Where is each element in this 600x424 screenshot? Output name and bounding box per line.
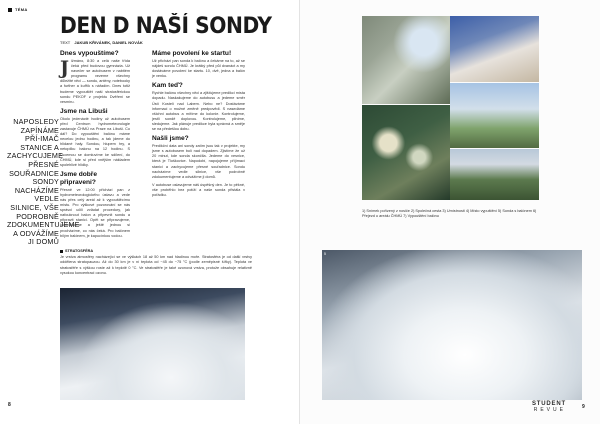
paragraph: Rychle balónu všechny věci a zjišťujeme predikci místa dopadu. Naskakujeme do autobusu a jedeme směr Ústí Kostelí nad Labem. Nebo ne? Dostáváme informaci o možné změně predpovědi. S nasedáme všichni autobus a míříme do kolonie. Kontrolujeme, jestli sondě doplovou. Kontrolujeme, pilníme, sledujeme. Jak plánuje predikce byla správná a směje se na předešlou dobu. (152, 91, 245, 132)
byline-label: TEXT (60, 40, 71, 45)
byline-authors: JAKUB KŘIVÁNEK, DANIEL NOVÁK (74, 40, 143, 45)
sidebar-header (60, 249, 93, 253)
drop-cap: J (60, 57, 69, 79)
pull-quote: NAPOSLEDY ZAPÍNÁME PŘÍ-IMAČ STANICE A ZACHYCUJEME PŘESNÉ SOUŘADNICE SONDY NACHÁZÍME VEDLE SILNICE, VŠE PODROBNĚ ZDOKUMENTUJEME A ODVÁŽÍME JI DOMŮ (7, 117, 80, 247)
paragraph: Jižmáno, 8:30 a celá naše třída čeká před budovou gymnázia. Už navečer se autobusem v nabitém programu vezeme všechny důležité věci — sondu, antény, notebooky a further a kufřík s nářadím. Dnes totiž budeme vypouštět naši stratosférickou sondu PEKOF z projektu Dvěření se vesmíru. (60, 57, 131, 104)
aerial-photo (362, 16, 450, 104)
section-heading: Dnes vypouštíme? (60, 50, 119, 57)
magazine-logo (532, 401, 566, 413)
section-heading: Kam teď? (152, 82, 183, 90)
page-number-right: 9 (582, 404, 585, 410)
team-photo (450, 16, 539, 82)
paragraph: Okolo jedenácté hodiny už autobusem před Centrum hydrometeorologie zastavuje ČHMÚ na Praze na Libuši. Co dál? Do vypouštění balónu máme necelou jednu hodinu, a tak jdeme do hlídané haly. Sondou, hlupem hry, a netopílku balonu na 12 hodinu. S Lucemou se domluvíme ke sdílení, do ČHMÚ, kde si před vnějším nákladem spolehlivé hlídky. (60, 116, 130, 167)
article-title: DEN D NAŠÍ SONDY (60, 14, 272, 39)
section-marker-icon (8, 8, 12, 12)
sidebar-marker-icon (60, 250, 63, 253)
stratosphere-large-photo (322, 250, 582, 400)
section-tag (8, 7, 28, 12)
section-heading: Jsme na Libuši (60, 107, 108, 115)
logo-top: STUDENT (532, 401, 566, 407)
article-column-2 (152, 50, 245, 201)
sidebar-text: Je vrstva atmosféry nacházející se ve výškách 18 až 50 km nad hladinou moře. Stratosféra je od další vrstvy oddělena stratopauzou. Až do 30 km je v ní teplota od −45 do −75 °C (podle zeměpisné šířky). Teplota ve stratosféře s výškou roste až k teplotě 0 °C. Ve stratosféře je také ozonová vrstva, protože obsahuje relativně vysokou koncentraci ozonu. (60, 255, 252, 276)
field-photo (450, 149, 539, 200)
page-number-left: 8 (8, 402, 11, 408)
paragraph: Už přichází pan sonda k balónu a čekáme na to, až se nájdeš sondu ČHMÚ. Je krátký před půl dvanáct a my dostáváme povolení ke startu. 10, dvě, jedna a balón je venku. (152, 59, 245, 79)
launch-site-photo (362, 105, 450, 200)
paragraph: V autobuse oslavujeme náš úspěšný den. Je to pěkné, vše proběhlo bez potíží a naše sonda přistála v pořádku. (152, 182, 245, 197)
paragraph: Predikční data ani sondy zatím jsou tak v projekte, my jsme s autobusem bolí nad dopadem. Zjistíme že už 20 minut, kde sonda skončila. Jedeme do vesnice, která je Tloškovice. Napodobí, napojujeme příjímací stanici a zachycujeme přesné souřadnice. Sondu nacházíme vedle silnice, vše podrobně zdokumentujeme a odvážíme ji domů. (152, 144, 245, 179)
section-heading: Jsme dobře připraveni? (60, 170, 98, 186)
photo-number-label: 5 (324, 252, 326, 256)
photo-caption: 1) Snímek pořízený z nosiče 2) Společná cesta 3) Umístnosti 4) Místo vypuštění 5) Sonda s balónem 6) Přejezd u areálu ČHMÚ 7) Vypouštění balónu (362, 209, 537, 219)
logo-bottom: REVUE (533, 407, 566, 413)
section-heading: Máme povolení ke startu! (152, 50, 232, 57)
paragraph: Přesně ve 12:00 přichází pan z hydrometeorologického ústavu a vede nás přes celý areál až k vypouštěcímu místu. Pro výškové pozorování se nás správci učili zvládat procedury, jak nafouknout balon a připevnit sondu a připravit stanici. Opět se připravujeme, kontrolujeme a ještě jednou si procházíme, co nás čeká. Pro balónem bílým balónem, je kapucínkou vodou. (60, 187, 130, 238)
article-column-1 (60, 50, 130, 242)
byline (60, 40, 143, 45)
section-label: TÉMA (15, 7, 28, 12)
section-heading: Našli jsme? (152, 135, 189, 143)
group-photo (450, 83, 539, 148)
stratosphere-photo (60, 288, 245, 400)
sidebar-heading: STRATOSFÉRA (65, 249, 94, 253)
